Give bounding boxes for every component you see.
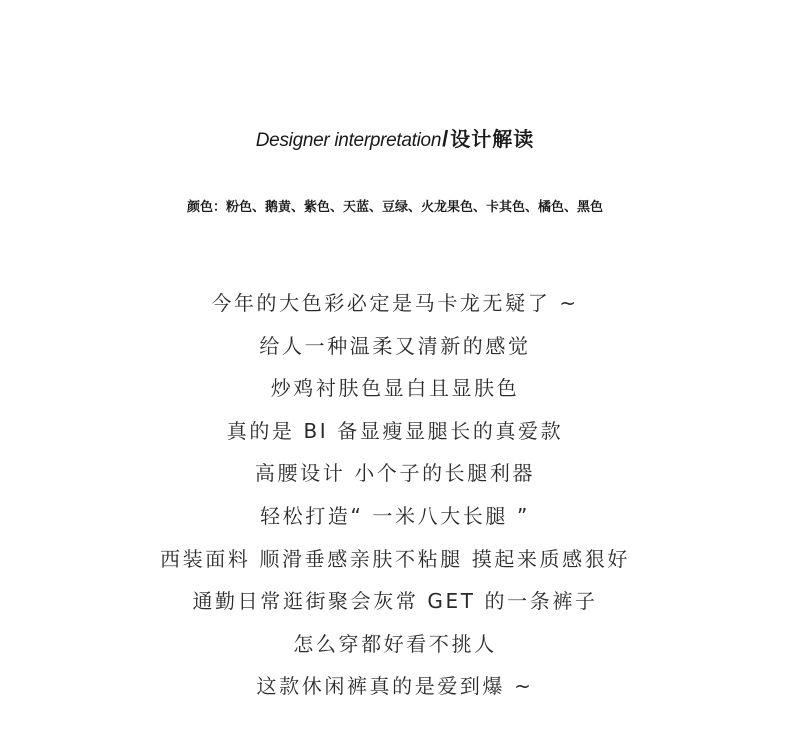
description-line: 给人一种温柔又清新的感觉 (259, 333, 531, 358)
heading-chinese: 设计解读 (450, 127, 535, 151)
description-line: 怎么穿都好看不挑人 (293, 631, 497, 656)
description-line: 高腰设计 小个子的长腿利器 (254, 461, 536, 486)
description-line: 轻松打造“ 一米八大长腿 ” (260, 503, 530, 528)
description-line: 真的是 BI 备显瘦显腿长的真爱款 (226, 418, 564, 443)
heading-english: Designer interpretation (255, 130, 442, 151)
description-lines (0, 282, 790, 708)
description-line: 这款休闲裤真的是爱到爆 ~ (256, 674, 534, 699)
description-line: 西装面料 顺滑垂感亲肤不粘腿 摸起来质感狠好 (160, 546, 630, 571)
description-line: 炒鸡衬肤色显白且显肤色 (270, 376, 520, 401)
description-line: 今年的大色彩必定是马卡龙无疑了 ~ (211, 291, 579, 315)
description-line: 通勤日常逛街聚会灰常 GET 的一条裤子 (192, 589, 598, 614)
heading-slash: / (442, 126, 449, 151)
section-heading (0, 124, 790, 156)
color-options-text: 颜色：粉色、鹅黄、紫色、天蓝、豆绿、火龙果色、卡其色、橘色、黑色 (186, 200, 603, 215)
